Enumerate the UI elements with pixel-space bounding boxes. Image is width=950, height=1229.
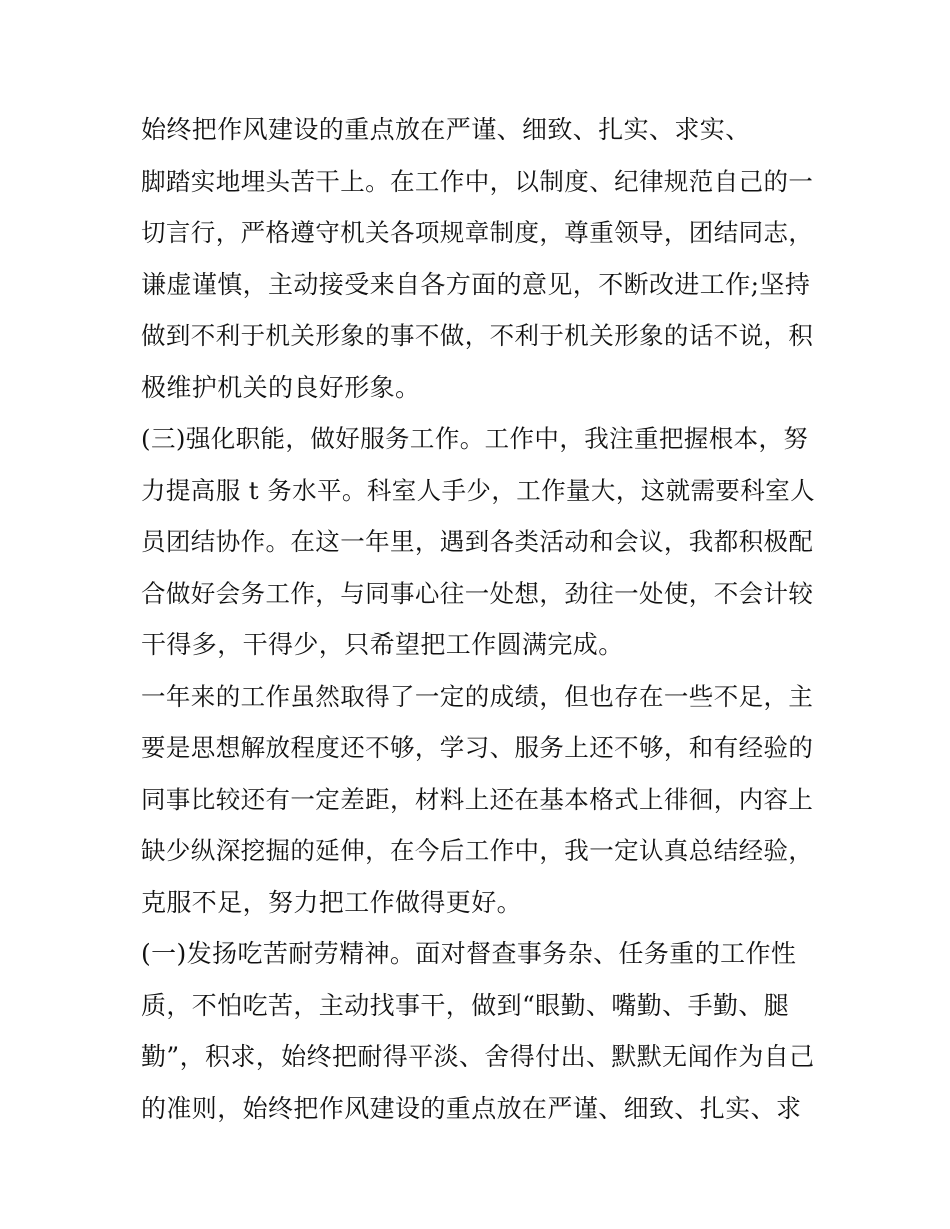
text-line: 合做好会务工作，与同事心往一处想，劲往一处使，不会计较: [141, 578, 814, 608]
text-line: 同事比较还有一定差距，材料上还在基本格式上徘徊，内容上: [141, 784, 814, 814]
text-line: 缺少纵深挖掘的延伸，在今后工作中，我一定认真总结经验，: [141, 836, 814, 865]
document-body: [141, 104, 821, 1134]
text-line: (三)强化职能，做好服务工作。工作中，我注重把握根本，努: [141, 424, 809, 453]
text-line: 勤”，积求，始终把耐得平淡、舍得付出、默默无闻作为自己: [141, 1042, 815, 1071]
text-line: 克服不足，努力把工作做得更好。: [141, 887, 523, 917]
text-line: 做到不利于机关形象的事不做，不利于机关形象的话不说，积: [141, 321, 814, 350]
text-line: 质，不怕吃苦，主动找事干，做到“眼勤、嘴勤、手勤、腿: [141, 990, 790, 1020]
text-line: 极维护机关的良好形象。: [141, 372, 421, 402]
text-line: 一年来的工作虽然取得了一定的成绩，但也存在一些不足，主: [141, 681, 814, 711]
text-line: 要是思想解放程度还不够，学习、服务上还不够，和有经验的: [141, 733, 814, 762]
text-line: 力提高服 t 务水平。科室人手少，工作量大，这就需要科室人: [141, 475, 816, 505]
text-line: 干得多，干得少，只希望把工作圆满完成。: [141, 630, 624, 659]
text-line: 员团结协作。在这一年里，遇到各类活动和会议，我都积极配: [141, 527, 814, 556]
text-line: 脚踏实地埋头苦干上。在工作中，以制度、纪律规范自己的一: [141, 166, 814, 196]
text-line: 谦虚谨慎，主动接受来自各方面的意见，不断改进工作;坚持: [141, 269, 811, 299]
text-line: (一)发扬吃苦耐劳精神。面对督查事务杂、任务重的工作性: [141, 939, 797, 968]
text-line: 的准则，始终把作风建设的重点放在严谨、细致、扎实、求: [141, 1093, 802, 1123]
text-line: 切言行，严格遵守机关各项规章制度，尊重领导，团结同志，: [141, 218, 814, 247]
text-line: 始终把作风建设的重点放在严谨、细致、扎实、求实、: [141, 115, 751, 144]
